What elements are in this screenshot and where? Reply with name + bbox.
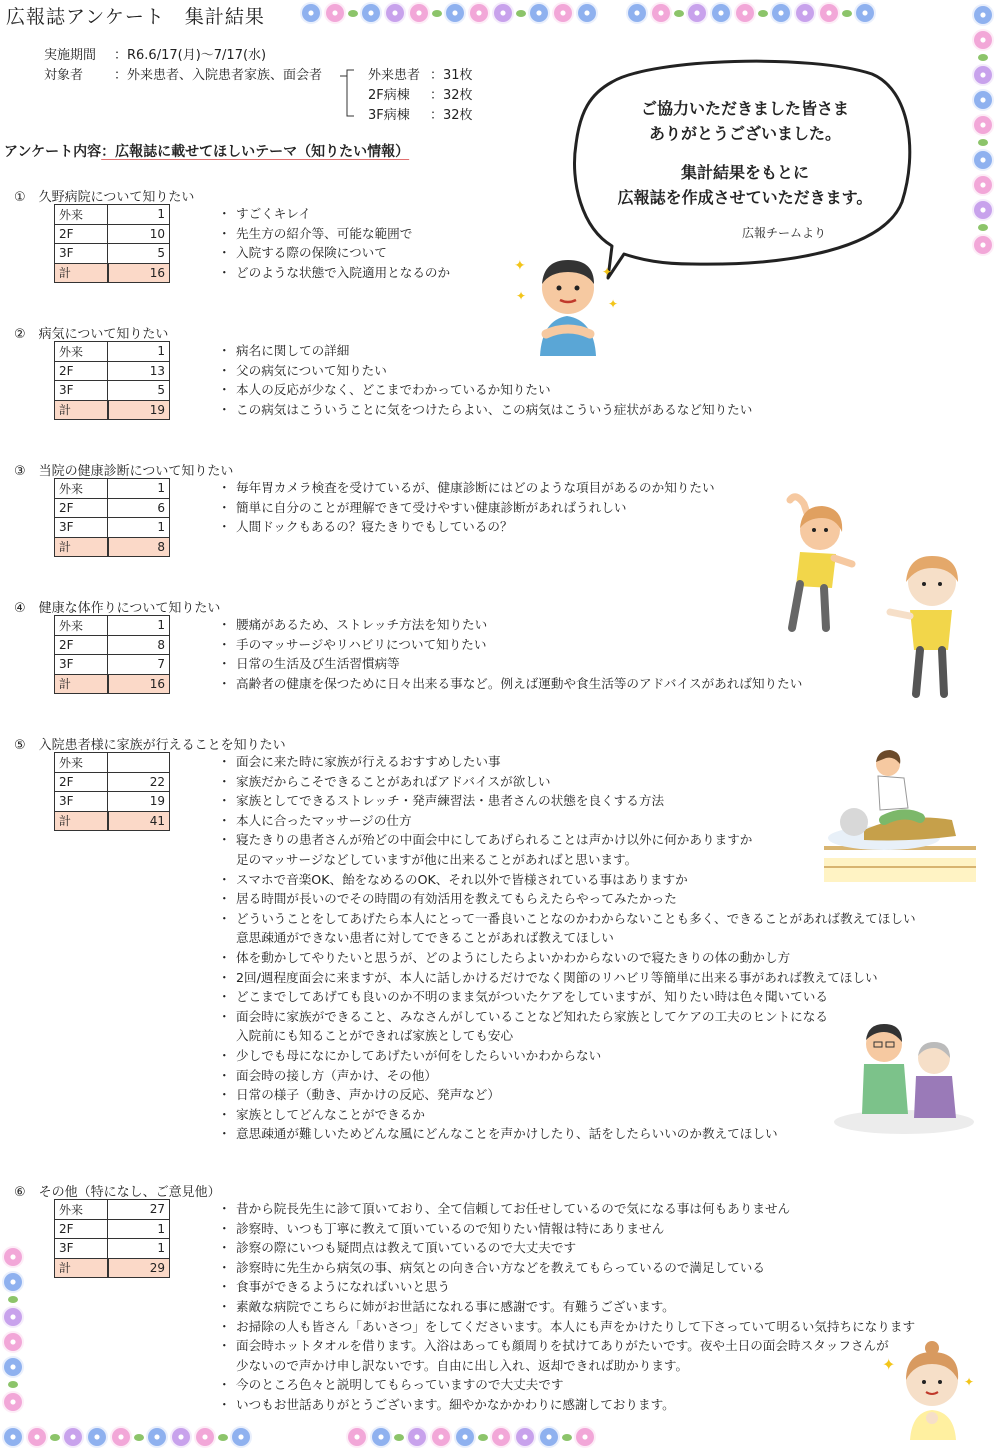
- period-label: 実施期間: [44, 48, 97, 63]
- section-6-list: [218, 1199, 915, 1415]
- list-item: ・ 腰痛があるため、ストレッチ方法を知りたい: [218, 617, 488, 632]
- section-2-title: ② 病気について知りたい: [14, 327, 169, 342]
- bubble-line-2: ありがとうございました。: [648, 124, 841, 143]
- section-1-table: [54, 204, 170, 283]
- survey-period: [44, 44, 266, 63]
- section-5-title: ⑤ 入院患者様に家族が行えることを知りたい: [14, 738, 286, 753]
- list-item: ・ 食事ができるようになればいいと思う: [218, 1279, 451, 1295]
- table-row: 2F 10: [55, 224, 170, 244]
- table-row: 外来 1: [55, 479, 170, 499]
- flower-border-bottom-1: [2, 1426, 252, 1448]
- bubble-line-4: 広報誌を作成させていただきます。: [617, 188, 873, 207]
- list-item: ・ 本人に合ったマッサージの仕方: [218, 812, 412, 828]
- list-item: ・ 面会時ホットタオルを借ります。入浴はあっても顔周りを拭けてありがたいです。夜や土日の面会時スタッフさんが: [218, 1338, 889, 1354]
- table-row-total: 計 41: [55, 811, 170, 831]
- bubble-line-1: ご協力いただきました皆さま: [640, 99, 849, 118]
- list-item: ・ 昔から院長先生に診て頂いており、全て信頼してお任せしているので気になる事は何もありません: [218, 1201, 791, 1216]
- list-item: ・ どこまでしてあげても良いのか不明のまま気がついたケアをしていますが、知りたい時は色々聞いている: [218, 989, 828, 1005]
- section-5-list: [218, 752, 916, 1144]
- table-row-total: 計 29: [55, 1258, 170, 1278]
- svg-text:✦: ✦: [514, 258, 526, 274]
- table-row: 3F 19: [55, 792, 170, 812]
- table-row: 3F 7: [55, 655, 170, 675]
- list-item: ・ 少しでも母になにかしてあげたいが何をしたらいいかわからない: [218, 1047, 602, 1063]
- count-2f-ward: 2F病棟 ：32枚: [368, 88, 473, 103]
- section-5-table: [54, 752, 170, 831]
- smiling-girl-illustration: [880, 1340, 980, 1440]
- section-1-title: ① 久野病院について知りたい: [14, 190, 195, 205]
- list-item: ・ スマホで音楽OK、飴をなめるのOK、それ以外で皆様されている事はありますか: [218, 871, 688, 887]
- table-row: 2F 1: [55, 1219, 170, 1239]
- target-label: 対象者: [44, 68, 84, 83]
- list-item: ・ 病名に関しての詳細: [218, 343, 350, 358]
- list-item: ・ 寝たきりの患者さんが殆どの中面会中にしてあげられることは声かけ以外に何かありますか: [218, 832, 753, 848]
- section-6-table: [54, 1199, 170, 1278]
- svg-text:✦: ✦: [516, 289, 527, 303]
- list-item: ・ この病気はこういうことに気をつけたらよい、この病気はこういう症状があるなど知りたい: [218, 401, 753, 417]
- list-item: ・ 人間ドックもあるの？寝たきりでもしているの？: [218, 519, 513, 535]
- table-row-total: 計 16: [55, 263, 170, 283]
- section-3-title: ③ 当院の健康診断について知りたい: [14, 464, 234, 479]
- table-row-total: 計 19: [55, 400, 170, 420]
- list-item: ・ すごくキレイ: [218, 206, 311, 221]
- svg-text:✦: ✦: [608, 297, 619, 311]
- page-title: 広報誌アンケート 集計結果: [6, 6, 265, 28]
- table-row: 外来 27: [55, 1200, 170, 1220]
- list-item: ・ 家族としてできるストレッチ・発声練習法・患者さんの状態を良くする方法: [218, 793, 665, 809]
- content-label: アンケート内容: [4, 144, 102, 160]
- bubble-line-3: 集計結果をもとに: [680, 163, 809, 182]
- table-row: 2F 13: [55, 361, 170, 381]
- list-item: ・ 高齢者の健康を保つために日々出来る事など。例えば運動や食生活等のアドバイスがあれば知りたい: [218, 675, 803, 691]
- list-item: ・ いつもお世話ありがとうございます。細やかなかかわりに感謝しております。: [218, 1396, 675, 1412]
- section-2-list: [218, 341, 752, 419]
- section-1-list: [218, 204, 450, 282]
- elderly-woman-stretching-illustration: [886, 546, 976, 698]
- list-item: ・ 診察時に先生から病気の事、病気との向き合い方などを教えてもらっているので満足している: [218, 1259, 765, 1275]
- table-row: 2F 6: [55, 498, 170, 518]
- list-item: ・ 入院する際の保険について: [218, 245, 387, 261]
- bracket-icon: [340, 66, 354, 120]
- list-item-continuation: 入院前にも知ることができれば家族としても安心: [236, 1028, 514, 1044]
- family-visit-illustration: [832, 1018, 974, 1136]
- list-item: ・ お掃除の人も皆さん「あいさつ」をしてくださいます。本人にも声をかけたりして下さっていて明るい気持ちになります: [218, 1318, 916, 1334]
- list-item: ・ 面会に来た時に家族が行えるおすすめしたい事: [218, 754, 501, 769]
- table-row: 2F 22: [55, 772, 170, 792]
- table-row: 外来 1: [55, 205, 170, 225]
- svg-text:✦: ✦: [964, 1375, 975, 1389]
- count-3f-ward: 3F病棟 ：32枚: [368, 108, 473, 123]
- survey-target: [44, 64, 322, 83]
- list-item-continuation: 少ないので声かけ申し訳ないです。自由に出し入れ、返却できれば助かります。: [236, 1357, 689, 1373]
- list-item: ・ 2回/週程度面会に来ますが、本人に話しかけるだけでなく関節のリハビリ等簡単に出来る事があれば教えてほしい: [218, 969, 878, 985]
- list-item: ・ 日常の生活及び生活習慣病等: [218, 656, 400, 672]
- table-row: 3F 5: [55, 244, 170, 264]
- list-item: ・ 意思疎通が難しいためどんな風にどんなことを声かけしたり、話をしたらいいのか教えてほしい: [218, 1126, 778, 1142]
- table-row: 外来: [55, 753, 170, 773]
- table-row-total: 計 16: [55, 674, 170, 694]
- section-4-list: [218, 615, 802, 693]
- list-item: ・ 毎年胃カメラ検査を受けているが、健康診断にはどのような項目があるのか知りたい: [218, 480, 715, 495]
- caregiver-patient-illustration: [824, 750, 976, 884]
- list-item: ・ どういうことをしてあげたら本人にとって一番良いことなのかわからないことも多く、できることがあれば教えてほしい: [218, 910, 916, 926]
- table-row: 外来 1: [55, 342, 170, 362]
- period-value: ：R6.6/17(月)～7/17(水): [114, 48, 267, 63]
- list-item: ・ どのような状態で入院適用となるのか: [218, 264, 451, 280]
- list-item: ・ 今のところ色々と説明してもらっていますので大丈夫です: [218, 1377, 564, 1393]
- table-row-total: 計 8: [55, 537, 170, 557]
- section-6-title: ⑥ その他（特になし、ご意見他）: [14, 1185, 221, 1200]
- list-item-continuation: 足のマッサージなどしていますが他に出来ることがあればと思います。: [236, 851, 638, 867]
- list-item: ・ 手のマッサージやリハビリについて知りたい: [218, 636, 487, 652]
- table-row: 2F 8: [55, 635, 170, 655]
- flower-border-top-2: [626, 2, 876, 24]
- section-4-title: ④ 健康な体作りについて知りたい: [14, 601, 221, 616]
- table-row: 3F 1: [55, 1239, 170, 1259]
- content-theme: ：広報誌に載せてほしいテーマ（知りたい情報）: [101, 144, 410, 160]
- list-item: ・ 診察の際にいつも疑問点は教えて頂いているので大丈夫です: [218, 1240, 577, 1256]
- svg-text:✦: ✦: [602, 265, 613, 279]
- list-item: ・ 日常の様子（動き、声かけの反応、発声など）: [218, 1087, 500, 1103]
- list-item: ・ 面会時の接し方（声かけ、その他）: [218, 1067, 437, 1083]
- list-item: ・ 家族としてどんなことができるか: [218, 1106, 425, 1122]
- section-4-table: [54, 615, 170, 694]
- target-value: ：外来患者、入院患者家族、面会者: [114, 68, 323, 83]
- section-3-list: [218, 478, 715, 537]
- list-item: ・ 家族だからこそできることがあればアドバイスが欲しい: [218, 773, 551, 789]
- list-item: ・ 先生方の紹介等、可能な範囲で: [218, 225, 413, 241]
- list-item: ・ 簡単に自分のことが理解できて受けやすい健康診断があればうれしい: [218, 499, 627, 515]
- bubble-signature: 広報チームより: [742, 226, 827, 240]
- list-item: ・ 本人の反応が少なく、どこまでわかっているか知りたい: [218, 382, 551, 398]
- table-row: 外来 1: [55, 616, 170, 636]
- table-row: 3F 5: [55, 381, 170, 401]
- list-item: ・ 診察時、いつも丁寧に教えて頂いているので知りたい情報は特にありません: [218, 1220, 665, 1236]
- table-row: 3F 1: [55, 518, 170, 538]
- list-item-continuation: 意思疎通ができない患者に対してできることがあれば教えてほしい: [236, 930, 614, 946]
- list-item: ・ 面会時に家族ができること、みなさんがしていることなど知れたら家族としてケアの工夫のヒントになる: [218, 1008, 828, 1024]
- survey-content: [4, 141, 409, 161]
- count-outpatient: 外来患者 ：31枚: [368, 68, 473, 83]
- flower-border-bottom-2: [346, 1426, 596, 1448]
- flower-border-top-1: [300, 2, 598, 24]
- svg-text:✦: ✦: [882, 1355, 896, 1374]
- section-2-table: [54, 341, 170, 420]
- list-item: ・ 父の病気について知りたい: [218, 362, 387, 378]
- list-item: ・ 体を動かしてやりたいと思うが、どのようにしたらよいかわからないので寝たきりの体の動かし方: [218, 949, 791, 965]
- flower-border-right: [972, 4, 994, 256]
- list-item: ・ 素敵な病院でこちらに姉がお世話になれる事に感謝です。有難うございます。: [218, 1298, 675, 1314]
- boy-confident-illustration: [512, 250, 622, 356]
- section-3-table: [54, 478, 170, 557]
- flower-border-left: [2, 1246, 24, 1413]
- list-item: ・ 居る時間が長いのでその時間の有効活用を教えてもらえたらやってみたかった: [218, 891, 677, 907]
- woman-stretching-illustration: [756, 488, 856, 634]
